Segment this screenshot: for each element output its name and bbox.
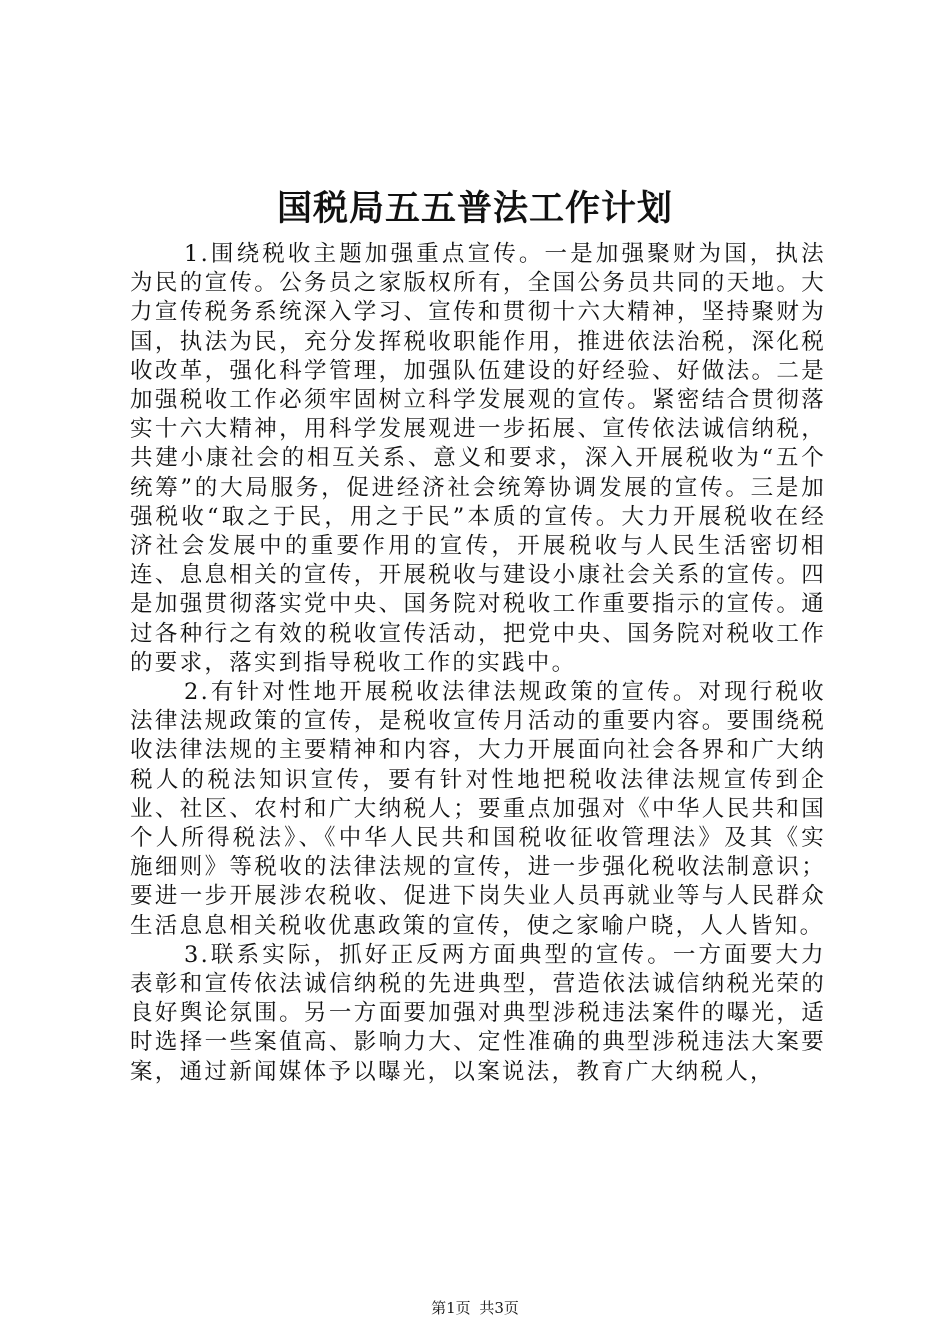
paragraph-3: 3.联系实际，抓好正反两方面典型的宣传。一方面要大力表彰和宣传依法诚信纳税的先进典型，营造依法诚信纳税光荣的良好舆论氛围。另一方面要加强对典型涉税违法案件的曝光，适时选择一些案值高、影响力大、定性准确的典型涉税违法大案要案，通过新闻媒体予以曝光，以案说法，教育广大纳税人， xyxy=(130,941,826,1085)
document-body xyxy=(130,240,826,1087)
paragraph-2: 2.有针对性地开展税收法律法规政策的宣传。对现行税收法律法规政策的宣传，是税收宣传月活动的重要内容。要围绕税收法律法规的主要精神和内容，大力开展面向社会各界和广大纳税人的税法知识宣传，要有针对性地把税收法律法规宣传到企业、社区、农村和广大纳税人；要重点加强对《中华人民共和国个人所得税法》、《中华人民共和国税收征收管理法》及其《实施细则》等税收的法律法规的宣传，进一步强化税收法制意识；要进一步开展涉农税收、促进下岗失业人员再就业等与人民群众生活息息相关税收优惠政策的宣传，使之家喻户晓，人人皆知。 xyxy=(130,679,826,939)
page-number-total: 共3页 xyxy=(479,1299,519,1317)
page-footer xyxy=(0,1298,950,1318)
paragraph-1: 1.围绕税收主题加强重点宣传。一是加强聚财为国，执法为民的宣传。公务员之家版权所有，全国公务员共同的天地。大力宣传税务系统深入学习、宣传和贯彻十六大精神，坚持聚财为国，执法为民，充分发挥税收职能作用，推进依法治税，深化税收改革，强化科学管理，加强队伍建设的好经验、好做法。二是加强税收工作必须牢固树立科学发展观的宣传。紧密结合贯彻落实十六大精神，用科学发展观进一步拓展、宣传依法诚信纳税，共建小康社会的相互关系、意义和要求，深入开展税收为“五个统筹”的大局服务，促进经济社会统筹协调发展的宣传。三是加强税收“取之于民，用之于民”本质的宣传。大力开展税收在经济社会发展中的重要作用的宣传，开展税收与人民生活密切相连、息息相关的宣传，开展税收与建设小康社会关系的宣传。四是加强贯彻落实党中央、国务院对税收工作重要指示的宣传。通过各种行之有效的税收宣传活动，把党中央、国务院对税收工作的要求，落实到指导税收工作的实践中。 xyxy=(130,241,826,676)
document-title: 国税局五五普法工作计划 xyxy=(276,188,673,229)
page-number-current: 第1页 xyxy=(431,1299,471,1317)
